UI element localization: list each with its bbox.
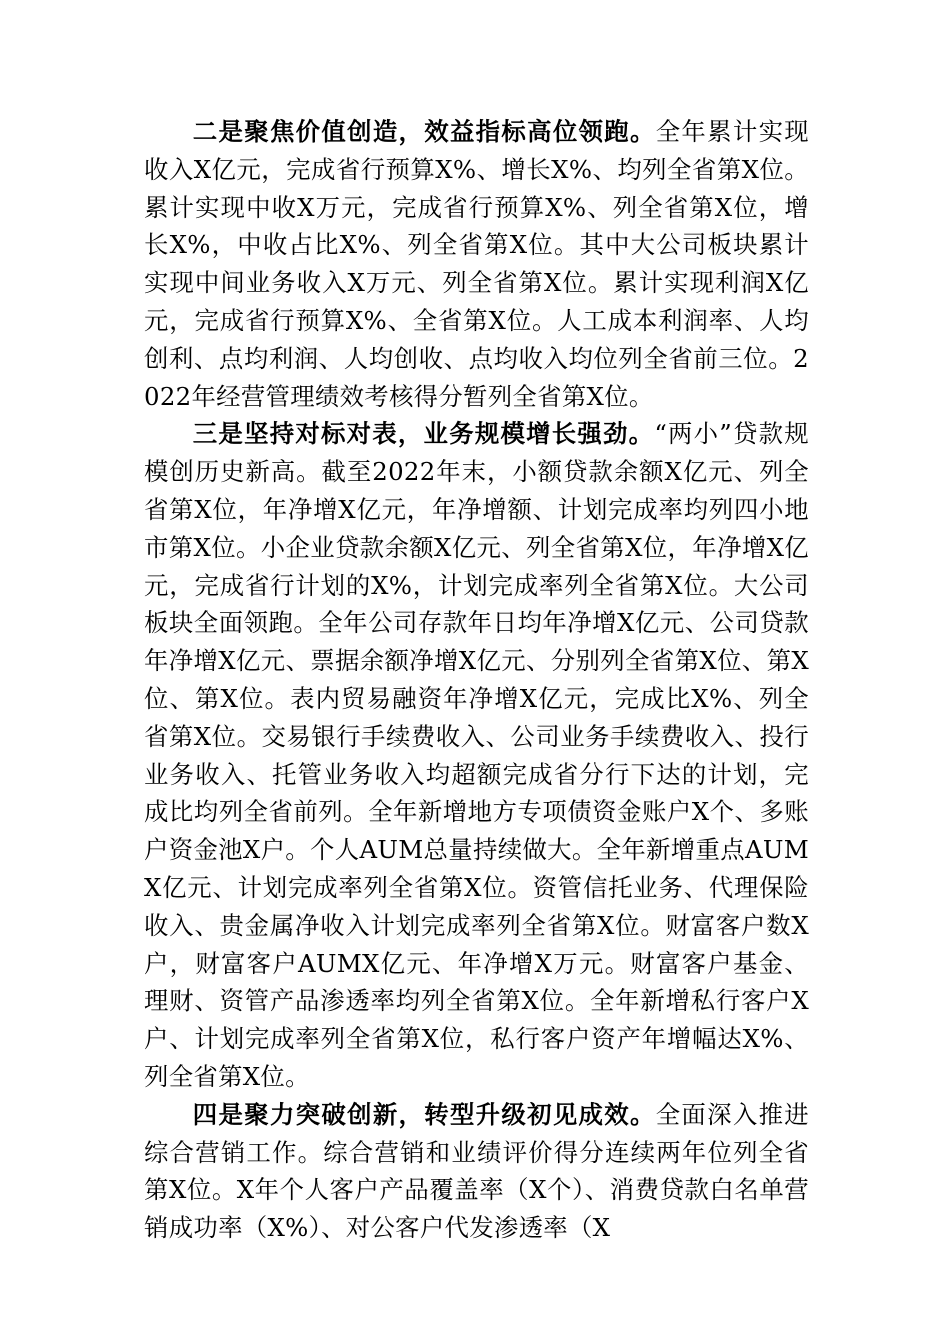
- document-body: [144, 113, 809, 1247]
- paragraph-3-heading: 三是坚持对标对表，业务规模增长强劲。: [192, 419, 655, 449]
- paragraph-2-heading: 二是聚焦价值创造，效益指标高位领跑。: [192, 117, 656, 146]
- paragraph-2-text: 全年累计实现收入X亿元，完成省行预算X%、增长X%、均列全省第X位。累计实现中收X万元，完成省行预算X%、列全省第X位，增长X%，中收占比X%、列全省第X位。其中大公司板块累计实现中间业务收入X万元、列全省第X位。累计实现利润X亿元，完成省行预算X%、全省第X位。人工成本利润率、人均创利、点均利润、人均创收、点均收入均位列全省前三位。2022年经营管理绩效考核得分暂列全省第X位。: [144, 117, 809, 411]
- paragraph-3-text: “两小”贷款规模创历史新高。截至2022年末，小额贷款余额X亿元、列全省第X位，年净增X亿元，年净增额、计划完成率均列四小地市第X位。小企业贷款余额X亿元、列全省第X位，年净增X亿元，完成省行计划的X%，计划完成率列全省第X位。大公司板块全面领跑。全年公司存款年日均年净增X亿元、公司贷款年净增X亿元、票据余额净增X亿元、分别列全省第X位、第X位、第X位。表内贸易融资年净增X亿元，完成比X%、列全省第X位。交易银行手续费收入、公司业务手续费收入、投行业务收入、托管业务收入均超额完成省分行下达的计划，完成比均列全省前列。全年新增地方专项债资金账户X个、多账户资金池X户。个人AUM总量持续做大。全年新增重点AUMX亿元、计划完成率列全省第X位。资管信托业务、代理保险收入、贵金属净收入计划完成率列全省第X位。财富客户数X户，财富客户AUMX亿元、年净增X万元。财富客户基金、理财、资管产品渗透率均列全省第X位。全年新增私行客户X户、计划完成率列全省第X位，私行客户资产年增幅达X%、列全省第X位。: [144, 419, 809, 1091]
- paragraph-4-text: 全面深入推进综合营销工作。综合营销和业绩评价得分连续两年位列全省第X位。X年个人客户产品覆盖率（X个）、消费贷款白名单营销成功率（X%）、对公客户代发渗透率（X: [144, 1099, 809, 1243]
- paragraph-3: [144, 415, 809, 1095]
- paragraph-2: [144, 113, 809, 415]
- paragraph-4: [144, 1096, 809, 1247]
- paragraph-4-heading: 四是聚力突破创新，转型升级初见成效。: [192, 1099, 656, 1129]
